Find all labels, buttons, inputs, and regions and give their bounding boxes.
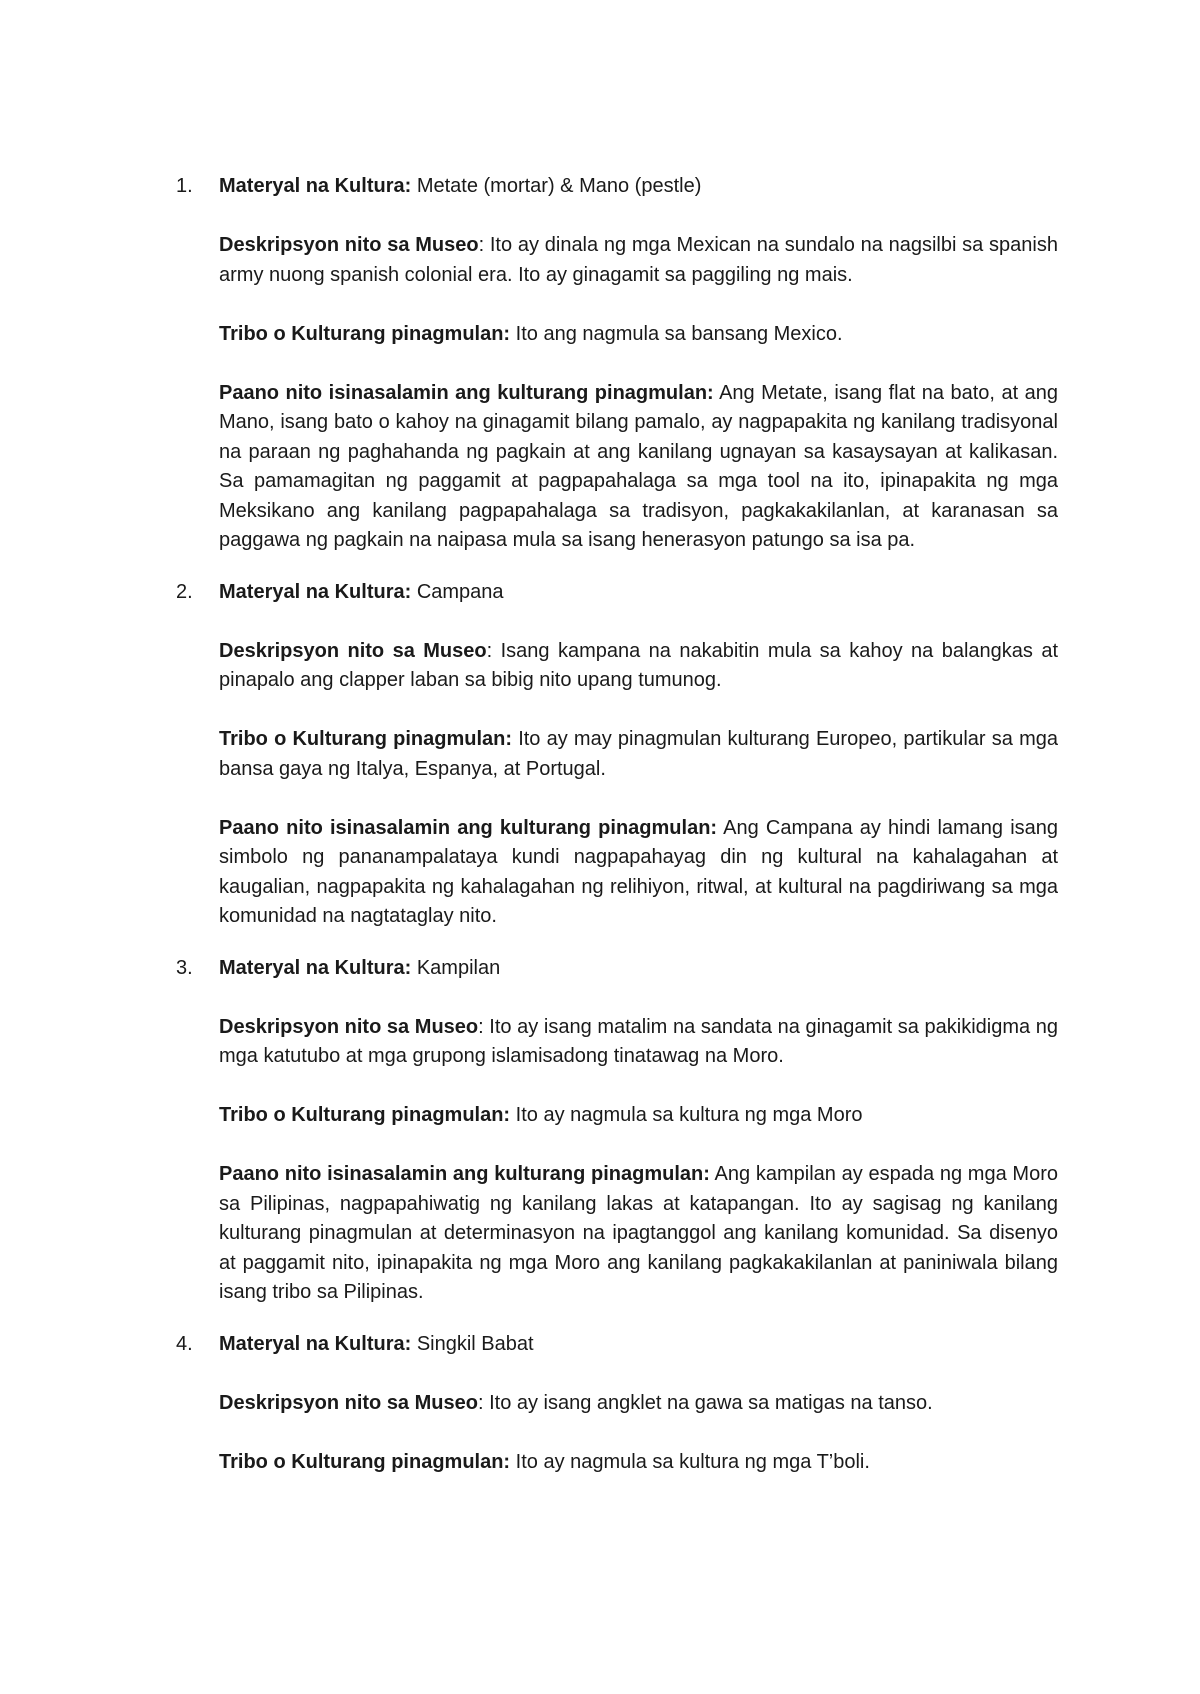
origin-paragraph [219,320,1058,350]
material-value: Kampilan [411,956,501,979]
origin-label: Tribo o Kulturang pinagmulan: [219,728,512,750]
item-number: 4. [176,1332,193,1355]
reflection-label: Paano nito isinasalamin ang kulturang pinagmulan: [219,816,718,839]
material-label: Materyal na Kultura: [219,580,412,603]
origin-label: Tribo o Kulturang pinagmulan: [219,1104,511,1126]
reflection-paragraph [219,814,1058,932]
item-number: 1. [176,175,193,197]
description-label: Deskripsyon nito sa Museo [219,1015,479,1038]
origin-paragraph [219,1101,1058,1131]
description-label: Deskripsyon nito sa Museo [219,234,479,256]
material-value: Campana [411,580,504,603]
reflection-text: Ang kampilan ay espada ng mga Moro sa Pilipinas, nagpapahiwatig ng kanilang lakas at katapangan. Ito ay sagisag ng kanilang kulturang pinagmulan at determinasyon na ipagtanggol ang kanilang komunidad. Sa disenyo at paggamit nito, ipinapakita ng mga Moro ang kanilang pagkakakilanlan at paniniwala bilang isang tribo sa Pilipinas. [219,1163,1058,1303]
description-text: : Isang kampana na nakabitin mula sa kahoy na balangkas at pinapalo ang clapper laban sa bibig nito upang tumunog. [219,639,1058,691]
material-line [219,1330,1058,1360]
origin-label: Tribo o Kulturang pinagmulan: [219,322,511,345]
origin-text: Ito ay nagmula sa kultura ng mga T’boli. [510,1450,870,1473]
reflection-paragraph [219,379,1058,556]
description-paragraph [219,637,1058,696]
description-paragraph [219,1013,1058,1072]
description-label: Deskripsyon nito sa Museo [219,639,487,662]
item-body [219,1330,1058,1478]
list-item [176,578,1058,932]
list-item [176,1330,1058,1478]
material-label: Materyal na Kultura: [219,956,412,979]
origin-text: Ito ay may pinagmulan kulturang Europeo, partikular sa mga bansa gaya ng Italya, Espanya, at Portugal. [219,728,1058,780]
description-paragraph [219,231,1058,290]
material-culture-list [176,172,1058,1499]
reflection-label: Paano nito isinasalamin ang kulturang pinagmulan: [219,381,714,404]
item-body [219,954,1058,1308]
reflection-label: Paano nito isinasalamin ang kulturang pinagmulan: [219,1163,710,1185]
reflection-paragraph [219,1160,1058,1308]
description-label: Deskripsyon nito sa Museo [219,1391,478,1414]
material-label: Materyal na Kultura: [219,175,412,197]
reflection-text: Ang Campana ay hindi lamang isang simbolo ng pananampalataya kundi nagpapahayag din ng kultural na kahalagahan at kaugalian, nagpapakita ng kahalagahan ng relihiyon, ritwal, at kultural na pagdiriwang sa mga komunidad na nagtataglay nito. [219,816,1059,927]
item-number: 3. [176,956,193,979]
origin-paragraph [219,1448,1058,1478]
material-line [219,954,1058,984]
list-item [176,954,1058,1308]
material-label: Materyal na Kultura: [219,1332,412,1355]
reflection-text: Ang Metate, isang flat na bato, at ang Mano, isang bato o kahoy na ginagamit bilang pamalo, ay nagpapakita ng kanilang tradisyonal na paraan ng paghahanda ng pagkain at ang kanilang ugnayan sa kasaysayan at kalikasan. Sa pamamagitan ng paggamit at pagpapahalaga sa mga tool na ito, ipinapakita ng mga Meksikano ang kanilang pagpapahalaga sa tradisyon, pagkakakilanlan, at karanasan sa paggawa ng pagkain na naipasa mula sa isang henerasyon patungo sa isa pa. [219,381,1059,551]
description-text: : Ito ay isang matalim na sandata na ginagamit sa pakikidigma ng mga katutubo at mga grupong islamisadong tinatawag na Moro. [219,1015,1058,1067]
item-body [219,578,1058,932]
origin-text: Ito ay nagmula sa kultura ng mga Moro [510,1104,863,1126]
material-line [219,578,1058,608]
list-item [176,172,1058,556]
item-body [219,172,1058,556]
item-number: 2. [176,580,193,603]
origin-paragraph [219,725,1058,784]
description-text: : Ito ay dinala ng mga Mexican na sundalo na nagsilbi sa spanish army nuong spanish colonial era. Ito ay ginagamit sa paggiling ng mais. [219,234,1058,286]
description-text: : Ito ay isang angklet na gawa sa matigas na tanso. [477,1391,933,1414]
material-line [219,172,1058,202]
material-value: Metate (mortar) & Mano (pestle) [411,175,702,197]
origin-label: Tribo o Kulturang pinagmulan: [219,1450,511,1473]
description-paragraph [219,1389,1058,1419]
origin-text: Ito ang nagmula sa bansang Mexico. [510,322,843,345]
material-value: Singkil Babat [411,1332,534,1355]
